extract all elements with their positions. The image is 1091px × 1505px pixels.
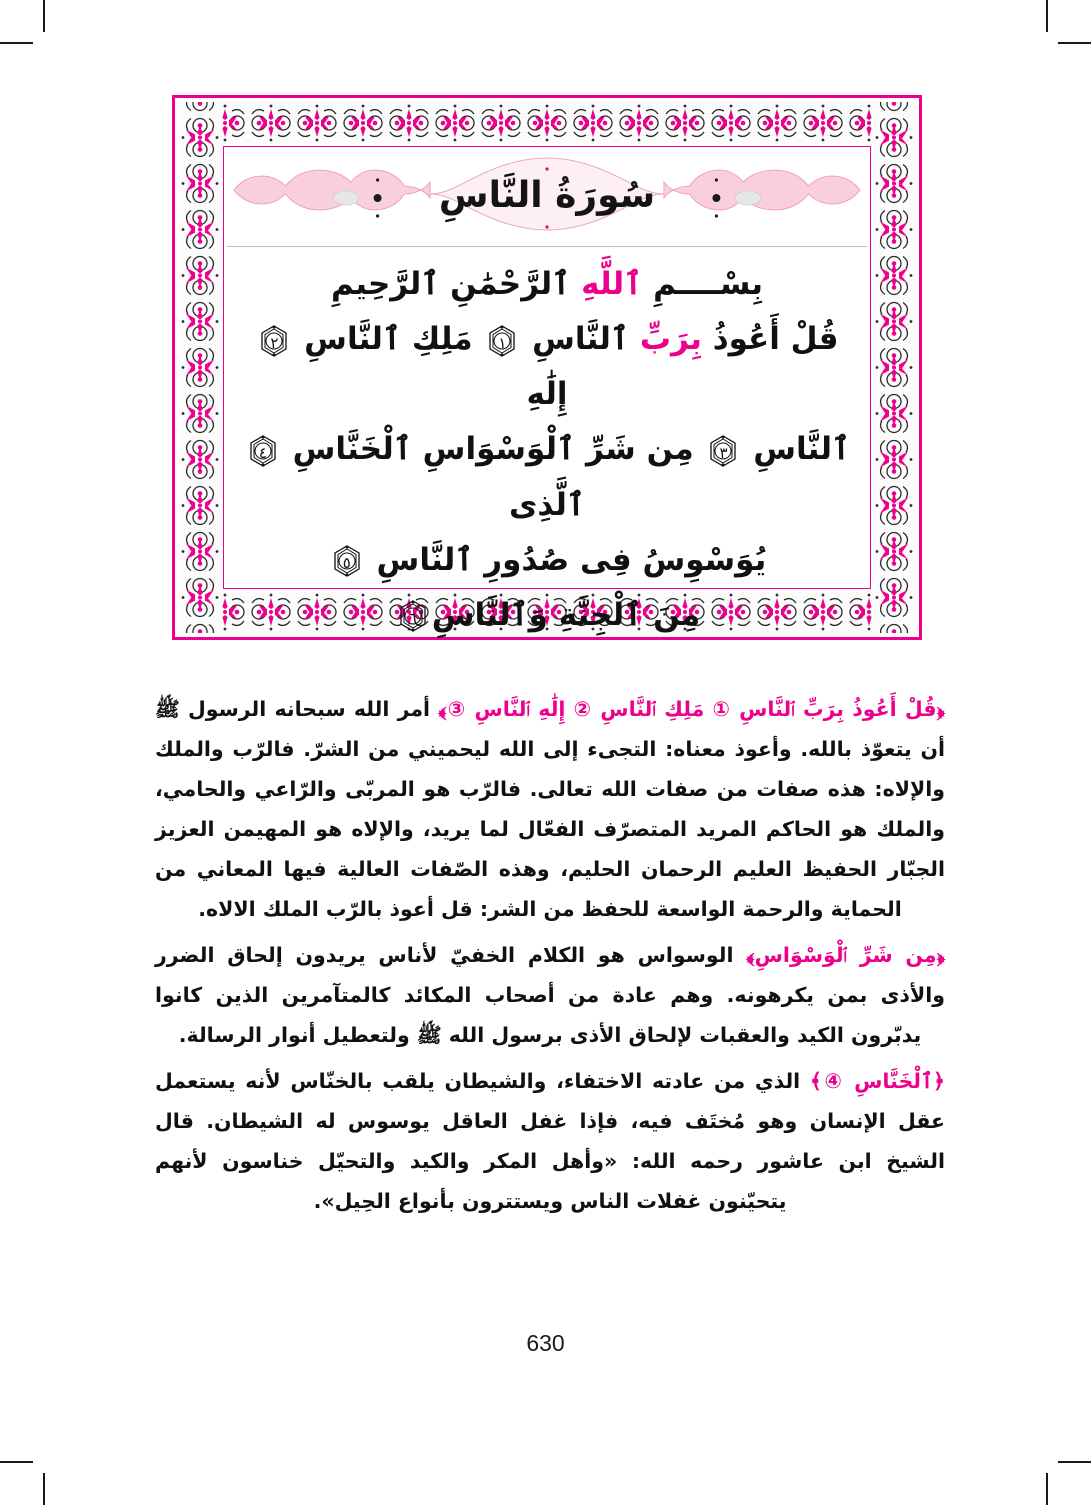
floral-ornament-icon (873, 102, 915, 633)
ayah-text: يُوَسْوِسُ فِى صُدُورِ ٱلنَّاسِ (365, 541, 767, 578)
ayah-text: ٱلنَّاسِ (742, 431, 851, 468)
ayah-line (231, 422, 863, 532)
ayah-text-highlight: بِرَبِّ (639, 321, 702, 357)
crop-mark-top-right-horizontal (1058, 42, 1091, 44)
surah-title-row (227, 150, 867, 247)
ornamental-border-left (179, 102, 221, 633)
ayah-line (231, 312, 863, 422)
floral-ornament-icon (179, 102, 915, 144)
ayah-marker: ٣ (706, 434, 740, 468)
tafsir-text: الوسواس هو الكلام الخفيّ لأناس يريدون إلحاق الضرر والأذى بمن يكرهونه. وهم عادة من أصحاب المكائد كالمتآمرين الذين كانوا يدبّرون الكيد والعقبات لإلحاق الأذى برسول الله ﷺ ولتعطيل أنوار الرسالة. (155, 942, 945, 1047)
tafsir-text: الذي من عادته الاختفاء، والشيطان يلقب بالخنّاس لأنه يستعمل عقل الإنسان وهو مُختَف فيه، فإذا غفل العاقل يوسوس له الشيطان. قال الشيخ ابن عاشور رحمه الله: «وأهل المكر والكيد والتحيّل خناسون لأنهم يتحيّنون غفلات الناس ويستترون بأنواع الحِيل». (155, 1068, 945, 1213)
ayah-text: مِنَ ٱلْجِنَّةِ وَٱلنَّاسِ (431, 596, 701, 633)
ayah-line (231, 533, 863, 588)
crop-mark-bottom-left-horizontal (0, 1461, 33, 1463)
page-number: 630 (526, 1330, 565, 1356)
bismillah-line (231, 266, 863, 302)
ayah-line (231, 588, 863, 643)
ayah-text: قُلْ أَعُوذُ (701, 321, 839, 357)
crop-mark-bottom-right-horizontal (1058, 1461, 1091, 1463)
quran-verses-area (231, 250, 863, 633)
ornamental-border-right (873, 102, 915, 633)
tafsir-paragraph (155, 936, 945, 1056)
quran-quote: ﴿مِن شَرِّ ٱلْوَسْوَاسِ﴾ (746, 942, 945, 967)
ornamental-border-top (179, 102, 915, 144)
tafsir-paragraph (155, 1062, 945, 1222)
ayah-text: مِن شَرِّ ٱلْوَسْوَاسِ ٱلْخَنَّاسِ (281, 431, 705, 468)
crop-mark-top-left-horizontal (0, 42, 33, 44)
floral-ornament-icon (179, 102, 221, 633)
bismillah-allah: ٱللَّهِ (581, 266, 643, 302)
quran-quote: ﴿قُلْ أَعُوذُ بِرَبِّ ٱلنَّاسِ ① مَلِكِ ٱلنَّاسِ ② إِلَٰهِ ٱلنَّاسِ ③﴾ (438, 697, 945, 721)
ayah-marker: ٤ (246, 434, 280, 468)
ayah-text: إِلَٰهِ (526, 376, 568, 413)
surah-title: سُورَةُ النَّاسِ (438, 175, 656, 216)
tafsir-commentary (155, 690, 945, 1224)
tafsir-text: أمر الله سبحانه الرسول ﷺ أن يتعوّذ بالله. وأعوذ معناه: التجىء إلى الله ليحميني من الشرّ. فالرّب والملك والإلاه: هذه صفات من صفات الله تعالى. فالرّب هو المربّى والرّاعي والحامي، والملك هو الحاكم المريد المتصرّف الفعّال لما يريد، والإلاه هو المهيمن العزيز الجبّار الحفيظ العليم الرحمان الحليم، وهذه الصّفات العالية فيها المعاني من الحماية والرحمة الواسعة للحفظ من الشر: قل أعوذ بالرّب الملك الالاه. (155, 697, 945, 921)
tafsir-paragraph (155, 690, 945, 930)
ayah-marker: ٦ (396, 599, 430, 633)
crop-mark-bottom-right-vertical (1046, 1473, 1048, 1505)
bismillah-prefix: بِسْــــمِ (642, 266, 764, 302)
quran-quote: ﴿ٱلْخَنَّاسِ ④﴾ (809, 1068, 945, 1093)
ayah-marker: ٥ (330, 544, 364, 578)
ayah-lines-container (231, 312, 863, 643)
ayah-marker: ١ (485, 324, 519, 358)
crop-mark-top-left-vertical (43, 0, 45, 32)
ayah-text: ٱلَّذِى (508, 486, 586, 523)
quran-text-frame (172, 95, 922, 640)
crop-mark-top-right-vertical (1046, 0, 1048, 32)
ayah-text: ٱلنَّاسِ (521, 321, 640, 357)
ayah-text: مَلِكِ ٱلنَّاسِ (293, 321, 484, 357)
crop-mark-bottom-left-vertical (43, 1473, 45, 1505)
bismillah-suffix: ٱلرَّحْمَٰنِ ٱلرَّحِيمِ (330, 266, 582, 302)
ayah-marker: ٢ (257, 324, 291, 358)
